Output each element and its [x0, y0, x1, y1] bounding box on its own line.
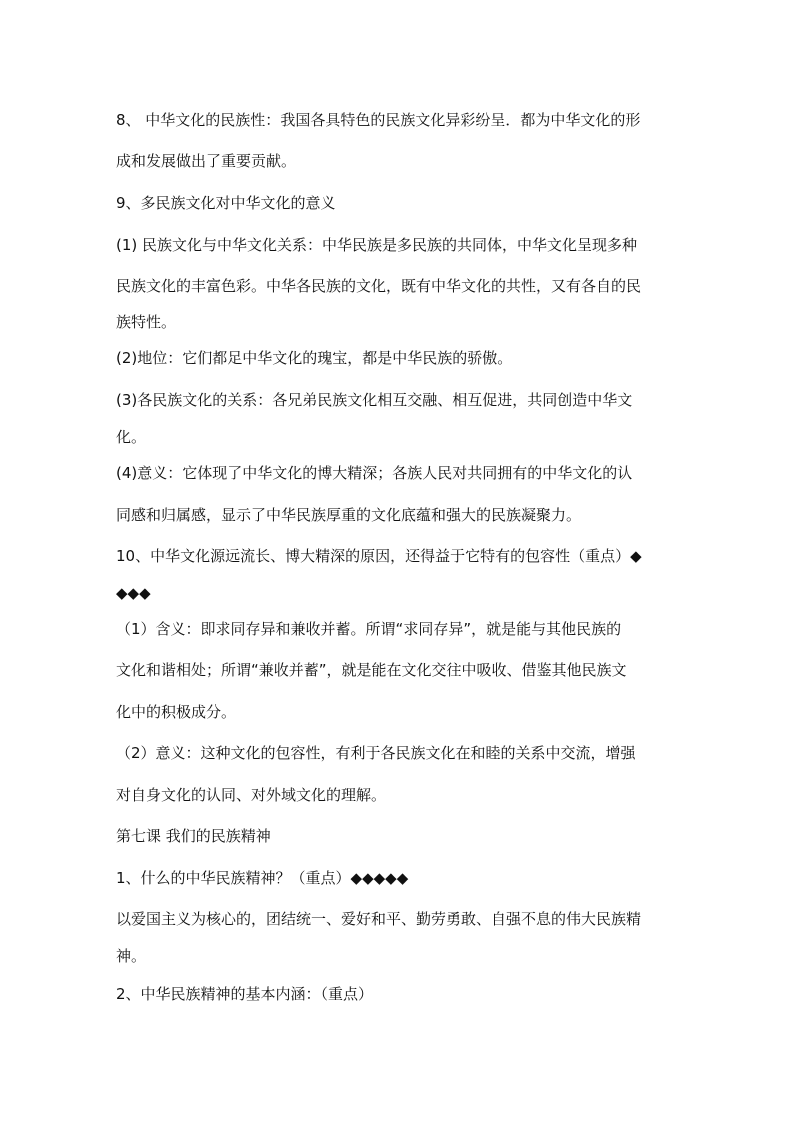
lesson-title: 第七课 我们的民族精神	[116, 827, 271, 845]
text-line: (4)意义：它体现了中华文化的博大精深；各族人民对共同拥有的中华文化的认	[116, 464, 633, 482]
text-line: (1) 民族文化与中华文化关系：中华民族是多民族的共同体，中华文化呈现多种	[116, 236, 638, 254]
text-line: （1）含义：即求同存异和兼收并蓄。所谓“求同存异”，就是能与其他民族的	[116, 620, 622, 638]
section-heading: 1、什么的中华民族精神？（重点）◆◆◆◆◆	[116, 869, 409, 887]
section-heading: 9、多民族文化对中华文化的意义	[116, 194, 336, 212]
text-line: (2)地位：它们都足中华文化的瑰宝，都是中华民族的骄傲。	[116, 349, 513, 367]
text-line: 成和发展做出了重要贡献。	[116, 152, 297, 170]
text-line: 同感和归属感，显示了中华民族厚重的文化底蕴和强大的民族凝聚力。	[116, 506, 582, 524]
text-line: 神。	[116, 947, 147, 965]
text-line: 化中的积极成分。	[116, 703, 237, 721]
text-line: 化。	[116, 428, 147, 446]
section-heading: 2、中华民族精神的基本内涵：（重点）	[116, 985, 374, 1003]
text-line: 族特性。	[116, 313, 177, 331]
text-line: 民族文化的丰富色彩。中华各民族的文化，既有中华文化的共性，又有各自的民	[116, 277, 642, 295]
text-line: ◆◆◆	[116, 584, 151, 602]
text-line: 对自身文化的认同、对外域文化的理解。	[116, 786, 387, 804]
section-heading: 10、中华文化源远流长、博大精深的原因，还得益于它特有的包容性（重点）◆	[116, 547, 642, 565]
text-line: （2）意义：这种文化的包容性，有利于各民族文化在和睦的关系中交流，增强	[116, 744, 636, 762]
text-line: 以爱国主义为核心的，团结统一、爱好和平、勤劳勇敢、自强不息的伟大民族精	[116, 910, 642, 928]
text-line: 文化和谐相处；所谓“兼收并蓄”，就是能在文化交往中吸收、借鉴其他民族文	[116, 661, 627, 679]
text-line: 8、 中华文化的民族性：我国各具特色的民族文化异彩纷呈．都为中华文化的形	[116, 111, 641, 129]
text-line: (3)各民族文化的关系：各兄弟民族文化相互交融、相互促进，共同创造中华文	[116, 391, 633, 409]
